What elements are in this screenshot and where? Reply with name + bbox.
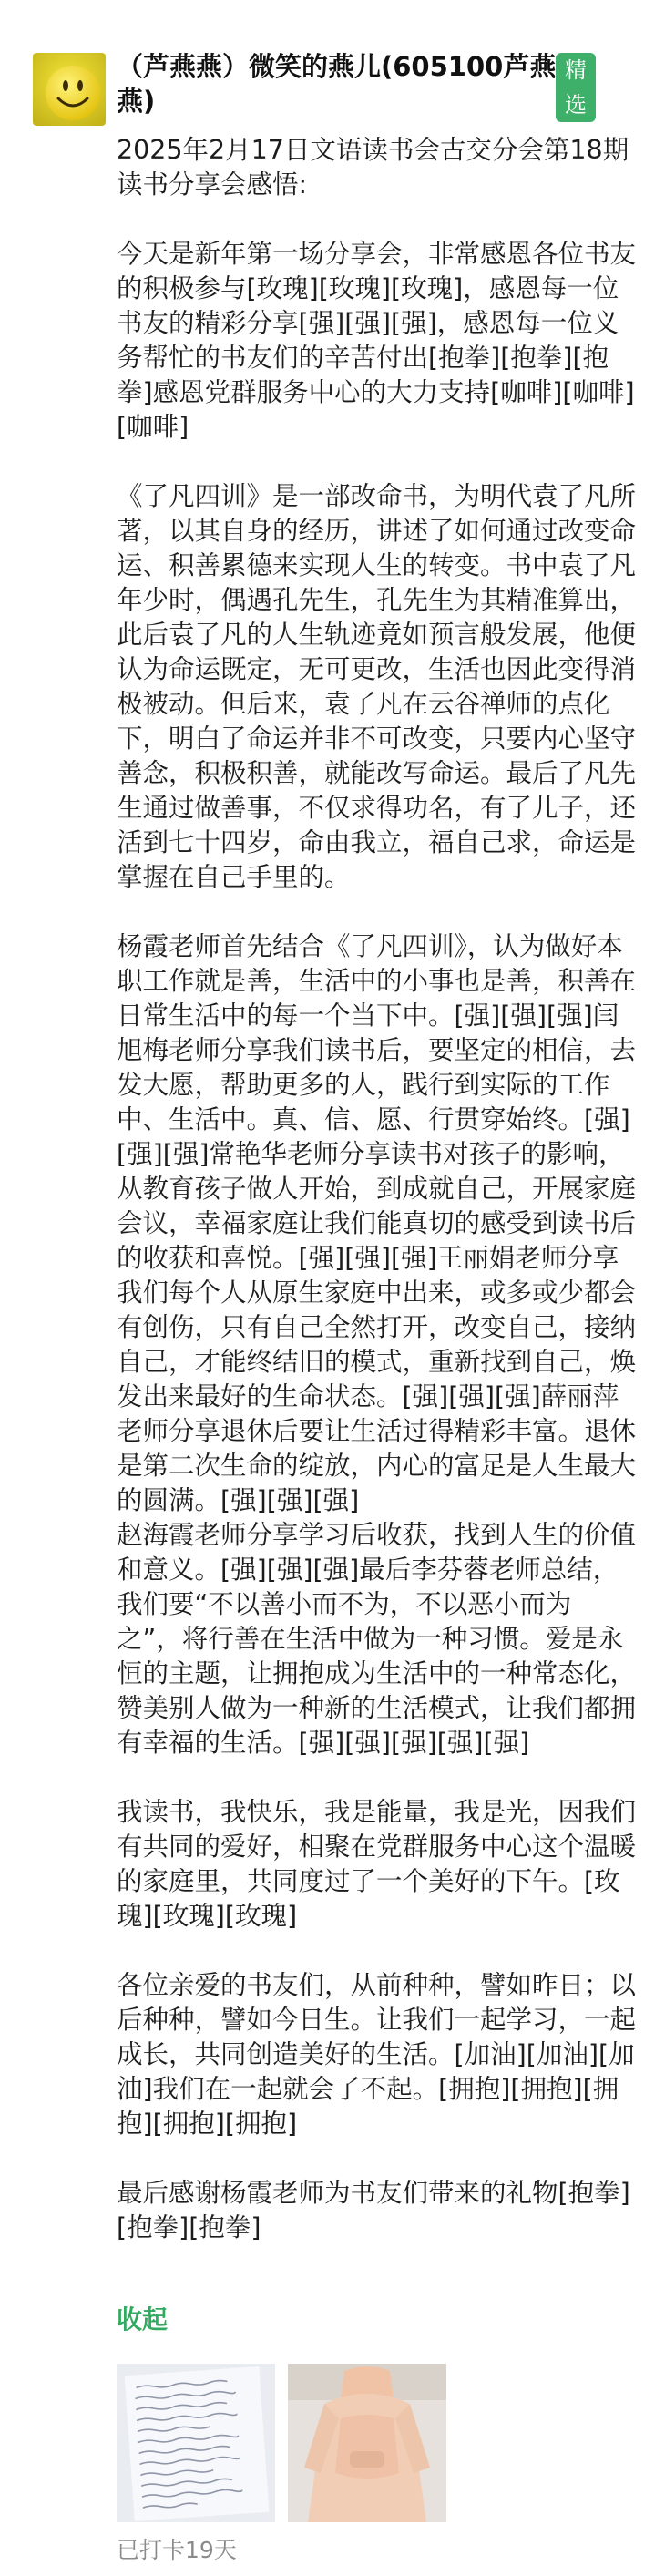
post-paragraph: 杨霞老师首先结合《了凡四训》，认为做好本职工作就是善，生活中的小事也是善，积善在日常生活中的每一个当下中。[强][强][强]闫旭梅老师分享我们读书后，要坚定的相信，去发大愿，帮助更多的人，践行到实际的工作中、生活中。真、信、愿、行贯穿始终。[强][强][强]常艳华老师分享读书对孩子的影响，从教育孩子做人开始，到成就自己，开展家庭会议，幸福家庭让我们能真切的感受到读书后的收获和喜悦。[强][强][强]王丽娟老师分享我们每个人从原生家庭中出来，或多或少都会有创伤，只有自己全然打开，改变自己，接纳自己，才能终结旧的模式，重新找到自己，焕发出来最好的生命状态。[强][强][强]薛丽萍老师分享退休后要让生活过得精彩丰富。退休是第二次生命的绽放，内心的富足是人生最大的圆满。[强][强][强] 赵海霞老师分享学习后收获，找到人生的价值和意义。[强][强][强]最后李芬蓉老师总结，我们要“不以善小而不为，不以恶小而为之”，将行善在生活中做为一种习惯。爱是永恒的主题，让拥抱成为生活中的一种常态化，赞美别人做为一种新的生活模式，让我们都拥有幸福的生活。[强][强][强][强][强]	[117, 931, 637, 1758]
post-content	[117, 133, 636, 2280]
post-paragraph: 我读书，我快乐，我是能量，我是光，因我们有共同的爱好，相聚在党群服务中心这个温暖的家庭里，共同度过了一个美好的下午。[玫瑰][玫瑰][玫瑰]	[117, 1797, 637, 1931]
featured-badge: 精选	[556, 53, 596, 122]
smiley-avatar-icon	[33, 53, 106, 126]
checkin-count: 已打卡19天	[117, 2537, 237, 2563]
photo-thumbnail-1[interactable]	[117, 2364, 275, 2522]
post-paragraph: 今天是新年第一场分享会，非常感恩各位书友的积极参与[玫瑰][玫瑰][玫瑰]，感恩每一位书友的精彩分享[强][强][强]，感恩每一位义务帮忙的书友们的辛苦付出[抱拳][抱拳][抱拳]感恩党群服务中心的大力支持[咖啡][咖啡][咖啡]	[117, 239, 637, 442]
post-paragraph: 《了凡四训》是一部改命书，为明代袁了凡所著，以其自身的经历，讲述了如何通过改变命运、积善累德来实现人生的转变。书中袁了凡年少时，偶遇孔先生，孔先生为其精准算出，此后袁了凡的人生轨迹竟如预言般发展，他便认为命运既定，无可更改，生活也因此变得消极被动。但后来，袁了凡在云谷禅师的点化下，明白了命运并非不可改变，只要内心坚守善念，积极积善，就能改写命运。最后了凡先生通过做善事，不仅求得功名，有了儿子，还活到七十四岁，命由我立，福自己求，命运是掌握在自己手里的。	[117, 481, 637, 892]
avatar[interactable]	[33, 53, 106, 126]
post-paragraph: 最后感谢杨霞老师为书友们带来的礼物[抱拳][抱拳][抱拳]	[117, 2178, 630, 2242]
handwritten-notes-photo-icon	[117, 2364, 275, 2522]
person-in-pink-outfit-photo-icon	[288, 2364, 446, 2522]
author-name[interactable]: （芦燕燕）微笑的燕儿(605100芦燕燕)	[117, 51, 557, 117]
post-title-line: 2025年2月17日文语读书会古交分会第18期读书分享会感悟:	[117, 135, 629, 200]
collapse-link[interactable]: 收起	[117, 2304, 169, 2335]
photo-thumbnail-2[interactable]	[288, 2364, 446, 2522]
post-paragraph: 各位亲爱的书友们，从前种种，譬如昨日；以后种种，譬如今日生。让我们一起学习，一起成长，共同创造美好的生活。[加油][加油][加油]我们在一起就会了不起。[拥抱][拥抱][拥抱][拥抱][拥抱]	[117, 1970, 637, 2139]
